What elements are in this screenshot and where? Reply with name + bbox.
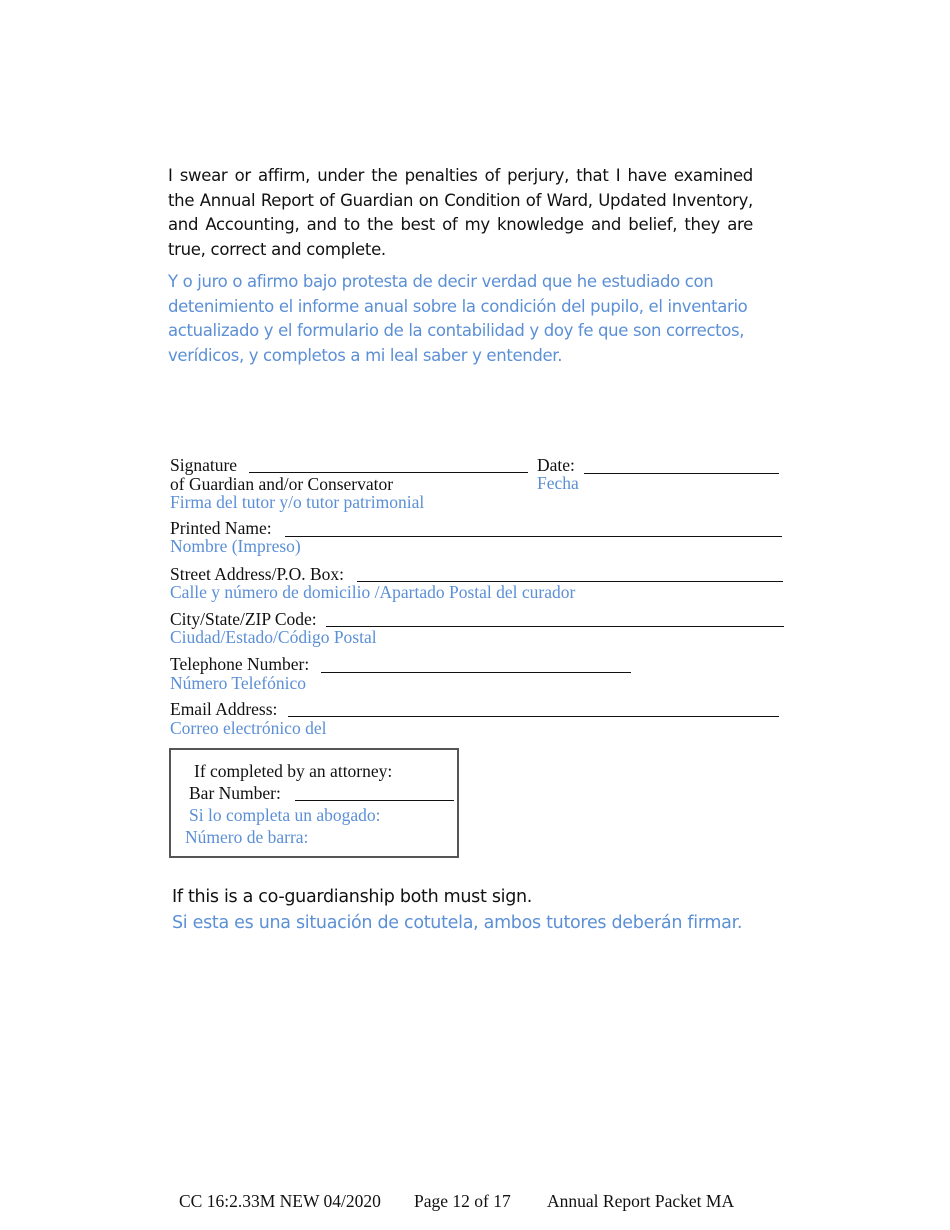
street-address-label-spanish: Calle y número de domicilio /Apartado Postal del curador [170,582,576,602]
attorney-heading-spanish: Si lo completa un abogado: [189,805,381,825]
signature-label-spanish: Firma del tutor y/o tutor patrimonial [170,492,425,512]
attorney-heading: If completed by an attorney: [194,761,393,781]
co-guardianship-note: If this is a co-guardianship both must sign. [172,887,533,907]
city-state-zip-field[interactable] [326,626,784,627]
signature-field[interactable] [249,472,528,473]
date-field[interactable] [584,473,779,474]
footer-packet-name: Annual Report Packet MA [547,1191,735,1211]
printed-name-field[interactable] [285,536,782,537]
date-label-spanish: Fecha [537,473,579,493]
email-field[interactable] [288,716,779,717]
bar-number-label: Bar Number: [189,783,281,803]
signature-label: Signature [170,455,238,475]
email-label-spanish: Correo electrónico del [170,718,327,738]
telephone-label-spanish: Número Telefónico [170,673,306,693]
co-guardianship-note-spanish: Si esta es una situación de cotutela, ambos tutores deberán firmar. [172,913,743,933]
signature-label-line2: of Guardian and/or Conservator [170,474,394,494]
telephone-label: Telephone Number: [170,654,310,674]
email-label: Email Address: [170,699,278,719]
bar-number-field[interactable] [295,800,454,801]
bar-number-label-spanish: Número de barra: [185,827,309,847]
telephone-field[interactable] [321,672,631,673]
printed-name-label: Printed Name: [170,518,272,538]
printed-name-label-spanish: Nombre (Impreso) [170,536,301,556]
street-address-label: Street Address/P.O. Box: [170,564,345,584]
footer-form-code: CC 16:2.33M NEW 04/2020 [179,1191,381,1211]
date-label: Date: [537,455,575,475]
oath-statement-spanish: Y o juro o afirmo bajo protesta de decir verdad que he estudiado con detenimiento el informe anual sobre la condición del pupilo, el inventario actualizado y el formulario de la contabilidad y doy fe que son correctos, verídicos, y completos a mi leal saber y entender. [168,272,748,366]
city-state-zip-label: City/State/ZIP Code: [170,609,317,629]
city-state-zip-label-spanish: Ciudad/Estado/Código Postal [170,627,377,647]
footer-page-number: Page 12 of 17 [414,1191,511,1211]
oath-statement-english: I swear or affirm, under the penalties of perjury, that I have examined the Annual Report of Guardian on Condition of Ward, Updated Inventory, and Accounting, and to the best of my knowledge and belief, they are true, correct and complete. [168,166,753,259]
